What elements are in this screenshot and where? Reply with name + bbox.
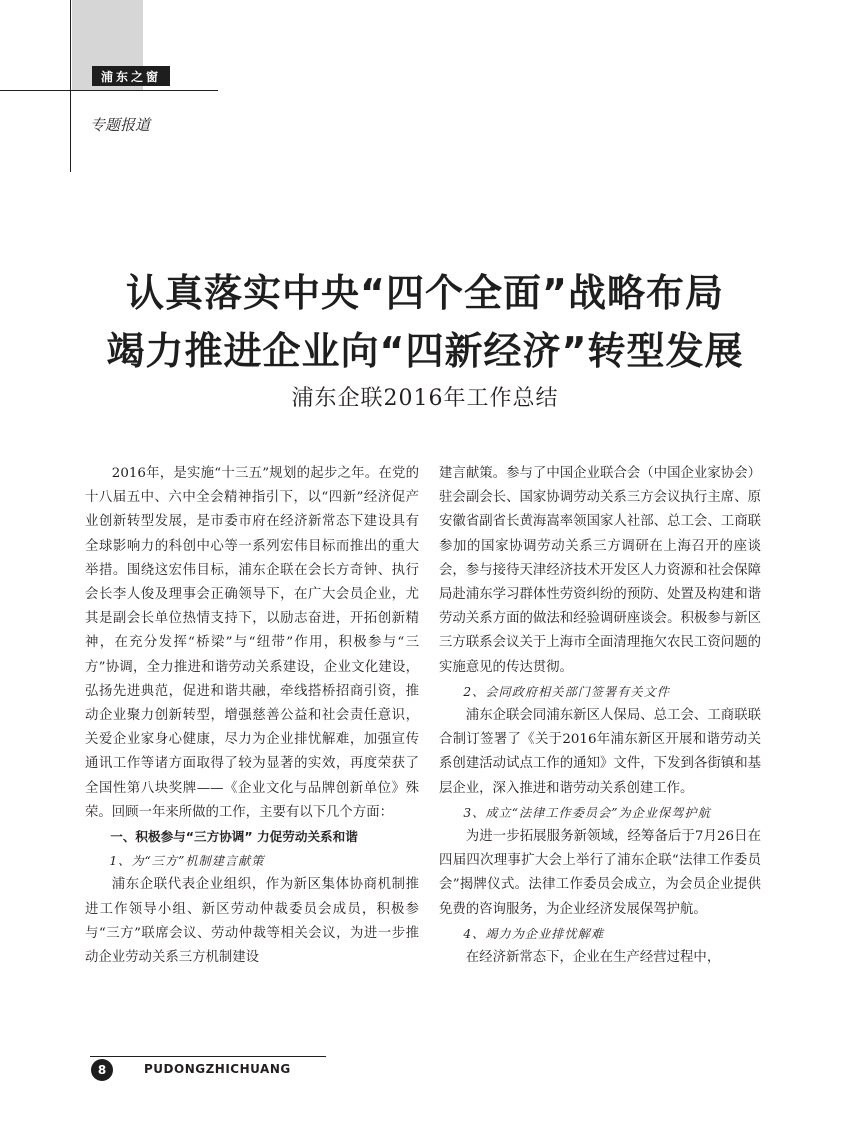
article-subtitle: 浦东企联2016年工作总结 [291, 386, 559, 411]
subsection-heading: 3、成立“法律工作委员会”为企业保驾护航 [463, 805, 711, 820]
subsection-heading: 2、会同政府相关部门签署有关文件 [463, 684, 670, 699]
paragraph: 在经济新常态下，企业在生产经营过程中， [465, 950, 721, 966]
article-column-left [85, 462, 419, 970]
magazine-badge: 浦东之窗 [92, 66, 170, 86]
paragraph: 建言献策。参与了中国企业联合会（中国企业家协会）驻会副会长、国家协调劳动关系三方会议执行主席、原安徽省副省长黄海嵩率领国家人社部、总工会、工商联参加的国家协调劳动关系三方调研在上海召开的座谈会，参与接待天津经济技术开发区人力资源和社会保障局赴浦东学习群体性劳资纠纷的预防、处置及构建和谐劳动关系方面的做法和经验调研座谈会。积极参与新区三方联系会议关于上海市全面清理拖欠农民工资问题的实施意见的传达贯彻。 [439, 466, 761, 675]
paragraph: 2016年，是实施“十三五”规划的起步之年。在党的十八届五中、六中全会精神指引下，以“四新”经济促产业创新转型发展，是市委市府在经济新常态下建设具有全球影响力的科创中心等一系列宏伟目标而推出的重大举措。围绕这宏伟目标，浦东企联在会长方奇钟、执行会长李人俊及理事会正确领导下，在广大会员企业，尤其是副会长单位热情支持下，以励志奋进，开拓创新精神，在充分发挥“桥梁”与“纽带”作用，积极参与“三方”协调，全力推进和谐劳动关系建设，企业文化建设，弘扬先进典范，促进和谐共融，牵线搭桥招商引资，推动企业聚力创新转型，增强慈善公益和社会责任意识，关爱企业家身心健康，尽力为企业排忧解难，加强宣传通讯工作等诸方面取得了较为显著的实效，再度荣获了全国性第八块奖牌——《企业文化与品牌创新单位》殊荣。回顾一年来所做的工作，主要有以下几个方面： [85, 466, 419, 820]
subsection-heading: 4、竭力为企业排忧解难 [463, 926, 605, 941]
article-title-line1: 认真落实中央“四个全面”战略布局 [126, 271, 724, 315]
article-column-right [439, 462, 761, 970]
header-horizontal-rule [0, 90, 218, 91]
footer-magazine-name: PUDONGZHICHUANG [144, 1062, 291, 1076]
paragraph: 为进一步拓展服务新领域，经筹备后于7月26日在四届四次理事扩大会上举行了浦东企联“法律工作委员会”揭牌仪式。法律工作委员会成立，为会员企业提供免费的咨询服务，为企业经济发展保驾护航。 [439, 829, 761, 917]
footer-rule [90, 1056, 326, 1057]
section-label: 专题报道 [90, 116, 151, 134]
page-number: 8 [91, 1059, 113, 1081]
section-heading: 一、积极参与“三方协调” 力促劳动关系和谐 [110, 829, 358, 845]
header-vertical-rule [70, 0, 71, 172]
article-title-line2: 竭力推进企业向“四新经济”转型发展 [106, 329, 744, 373]
subsection-heading: 1、为“三方”机制建言献策 [109, 854, 265, 869]
paragraph: 浦东企联会同浦东新区人保局、总工会、工商联联合制订签署了《关于2016年浦东新区开展和谐劳动关系创建活动试点工作的通知》文件，下发到各街镇和基层企业，深入推进和谐劳动关系创建工作。 [439, 708, 761, 796]
paragraph: 浦东企联代表企业组织，作为新区集体协商机制推进工作领导小组、新区劳动仲裁委员会成员，积极参与“三方”联席会议、劳动仲裁等相关会议，为进一步推动企业劳动关系三方机制建设 [85, 877, 419, 966]
